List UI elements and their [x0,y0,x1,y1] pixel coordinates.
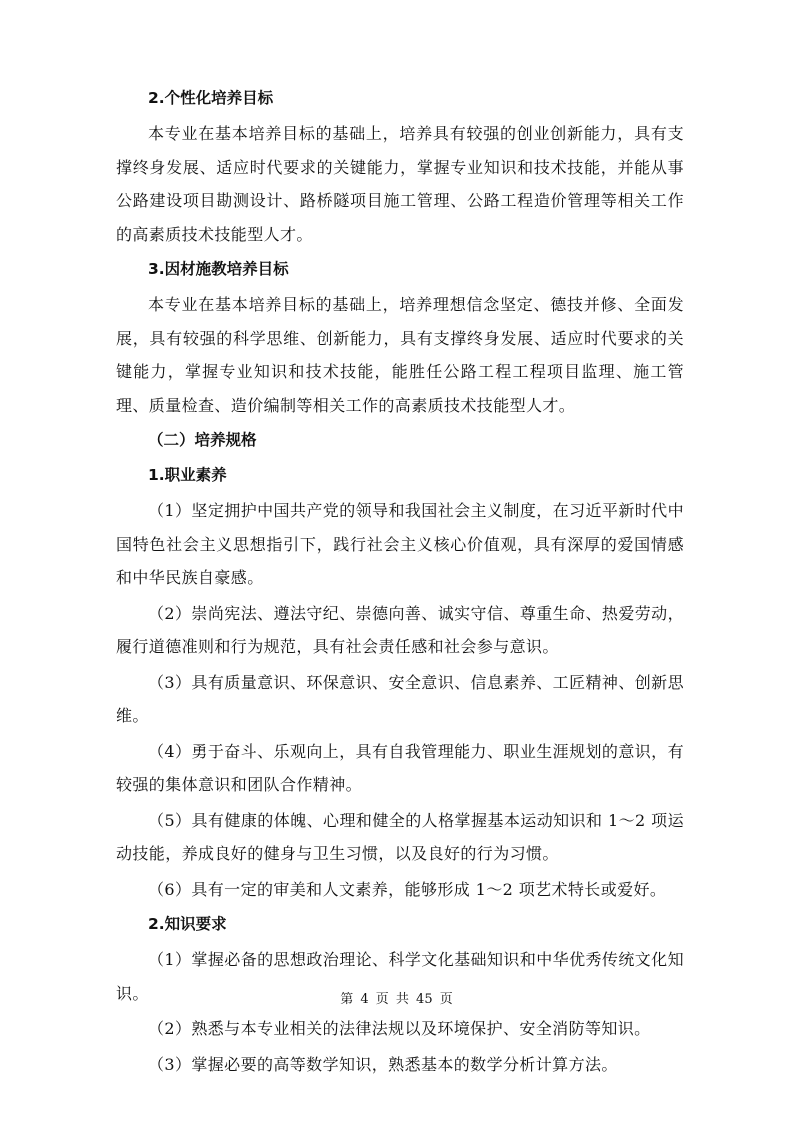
paragraph: （2）崇尚宪法、遵法守纪、崇德向善、诚实守信、尊重生命、热爱劳动，履行道德准则和行为规范，具有社会责任感和社会参与意识。 [116,603,684,656]
section-heading: 3.因材施教培养目标 [148,260,289,278]
paragraph: （5）具有健康的体魄、心理和健全的人格掌握基本运动知识和 1～2 项运动技能，养成良好的健身与卫生习惯，以及良好的行为习惯。 [116,810,684,863]
section-heading: 1.职业素养 [148,466,227,484]
paragraph: （3）掌握必要的高等数学知识，熟悉基本的数学分析计算方法。 [148,1054,618,1074]
section-heading: 2.个性化培养目标 [148,89,274,107]
paragraph: （3）具有质量意识、环保意识、安全意识、信息素养、工匠精神、创新思维。 [116,672,684,725]
paragraph: （1）坚定拥护中国共产党的领导和我国社会主义制度，在习近平新时代中国特色社会主义思想指引下，践行社会主义核心价值观，具有深厚的爱国情感和中华民族自豪感。 [116,501,684,587]
paragraph: （1）掌握必备的思想政治理论、科学文化基础知识和中华优秀传统文化知识。 [116,950,684,1003]
paragraph: （4）勇于奋斗、乐观向上，具有自我管理能力、职业生涯规划的意识，有较强的集体意识和团队合作精神。 [116,741,684,794]
document-body [116,82,684,1083]
paragraph: 本专业在基本培养目标的基础上，培养理想信念坚定、德技并修、全面发展，具有较强的科学思维、创新能力，具有支撑终身发展、适应时代要求的关键能力，掌握专业知识和技术技能，能胜任公路工程工程项目监理、施工管理、质量检查、造价编制等相关工作的高素质技术技能型人才。 [116,295,684,415]
section-heading: （二）培养规格 [148,431,257,449]
section-heading: 2.知识要求 [148,915,227,933]
paragraph: （2）熟悉与本专业相关的法律法规以及环境保护、安全消防等知识。 [148,1019,651,1038]
page-number-footer: 第 4 页 共 45 页 [340,992,453,1007]
paragraph: （6）具有一定的审美和人文素养，能够形成 1～2 项艺术特长或爱好。 [148,879,667,899]
paragraph: 本专业在基本培养目标的基础上，培养具有较强的创业创新能力，具有支撑终身发展、适应时代要求的关键能力，掌握专业知识和技术技能，并能从事公路建设项目勘测设计、路桥隧项目施工管理、公路工程造价管理等相关工作的高素质技术技能型人才。 [116,124,684,244]
